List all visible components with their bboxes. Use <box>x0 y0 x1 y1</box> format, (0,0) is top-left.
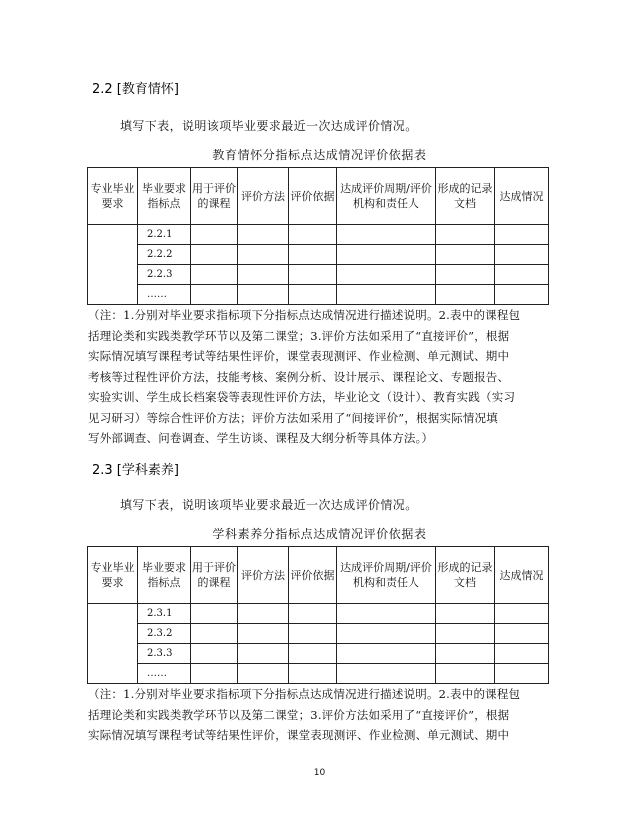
table-row <box>88 644 549 664</box>
table-caption-2-3: 学科素养分指标点达成情况评价依据表 <box>212 527 427 541</box>
note-line: （注：1.分别对毕业要求指标项下分指标点达成情况进行描述说明。2.表中的课程包 <box>88 687 521 701</box>
indicator-cell: 2.2.3 <box>138 265 191 285</box>
header-cell: 用于评价的课程 <box>191 547 238 604</box>
table-caption-2-2: 教育情怀分指标点达成情况评价依据表 <box>212 148 427 162</box>
table-cell <box>88 225 138 305</box>
note-line: 实验实训、学生成长档案袋等表现性评价方法，毕业论文（设计）、教育实践（实习 <box>88 390 516 404</box>
indicator-cell: …… <box>138 664 191 684</box>
table-header-row <box>88 547 549 604</box>
instruction-text-2-3: 填写下表，说明该项毕业要求最近一次达成评价情况。 <box>120 498 418 512</box>
instruction-text-2-2: 填写下表，说明该项毕业要求最近一次达成评价情况。 <box>120 119 418 133</box>
evaluation-table-2-3 <box>87 546 549 684</box>
table-row <box>88 664 549 684</box>
table-row <box>88 624 549 644</box>
table-cell <box>88 604 138 684</box>
header-cell: 专业毕业要求 <box>88 547 138 604</box>
header-cell: 用于评价的课程 <box>191 168 238 225</box>
table-header-row <box>88 168 549 225</box>
indicator-cell: 2.3.3 <box>138 644 191 664</box>
table-row <box>88 604 549 624</box>
note-line: 括理论类和实践类教学环节以及第二课堂；3.评价方法如采用了“直接评价”，根据 <box>88 707 510 722</box>
header-cell: 评价依据 <box>289 168 337 225</box>
indicator-cell: …… <box>138 285 191 305</box>
note-line: 考核等过程性评价方法，技能考核、案例分析、设计展示、课程论文、专题报告、 <box>88 369 510 384</box>
table-row <box>88 245 549 265</box>
table-row <box>88 225 549 245</box>
table-note-2-3 <box>88 684 552 746</box>
header-cell: 达成情况 <box>495 168 549 225</box>
indicator-cell: 2.2.2 <box>138 245 191 265</box>
indicator-cell: 2.3.1 <box>138 604 191 624</box>
note-line: 写外部调查、问卷调查、学生访谈、课程及大纲分析等具体方法。） <box>88 431 434 445</box>
table-row <box>88 285 549 305</box>
indicator-cell: 2.2.1 <box>138 225 191 245</box>
header-cell: 评价依据 <box>289 547 337 604</box>
section-heading-2-3: 2.3 [学科素养] <box>92 463 179 478</box>
header-cell: 形成的记录文档 <box>436 168 495 225</box>
header-cell: 达成评价周期/评价机构和责任人 <box>337 547 436 604</box>
note-line: 括理论类和实践类教学环节以及第二课堂；3.评价方法如采用了“直接评价”，根据 <box>88 328 510 343</box>
header-cell: 评价方法 <box>238 547 289 604</box>
header-cell: 毕业要求指标点 <box>138 547 191 604</box>
header-cell: 达成情况 <box>495 547 549 604</box>
header-cell: 达成评价周期/评价机构和责任人 <box>337 168 436 225</box>
note-line: 实际情况填写课程考试等结果性评价，课堂表现测评、作业检测、单元测试、期中 <box>88 728 510 742</box>
header-cell: 专业毕业要求 <box>88 168 138 225</box>
header-cell: 毕业要求指标点 <box>138 168 191 225</box>
header-cell: 评价方法 <box>238 168 289 225</box>
table-row <box>88 265 549 285</box>
note-line: （注：1.分别对毕业要求指标项下分指标点达成情况进行描述说明。2.表中的课程包 <box>88 308 521 322</box>
page-number: 10 <box>313 768 326 778</box>
section-heading-2-2: 2.2 [教育情怀] <box>92 82 179 97</box>
evaluation-table-2-2 <box>87 167 549 305</box>
header-cell: 形成的记录文档 <box>436 547 495 604</box>
note-line: 实际情况填写课程考试等结果性评价，课堂表现测评、作业检测、单元测试、期中 <box>88 349 510 363</box>
table-note-2-2 <box>88 305 552 449</box>
note-line: 见习研习）等综合性评价方法；评价方法如采用了“间接评价”，根据实际情况填 <box>88 410 498 425</box>
indicator-cell: 2.3.2 <box>138 624 191 644</box>
